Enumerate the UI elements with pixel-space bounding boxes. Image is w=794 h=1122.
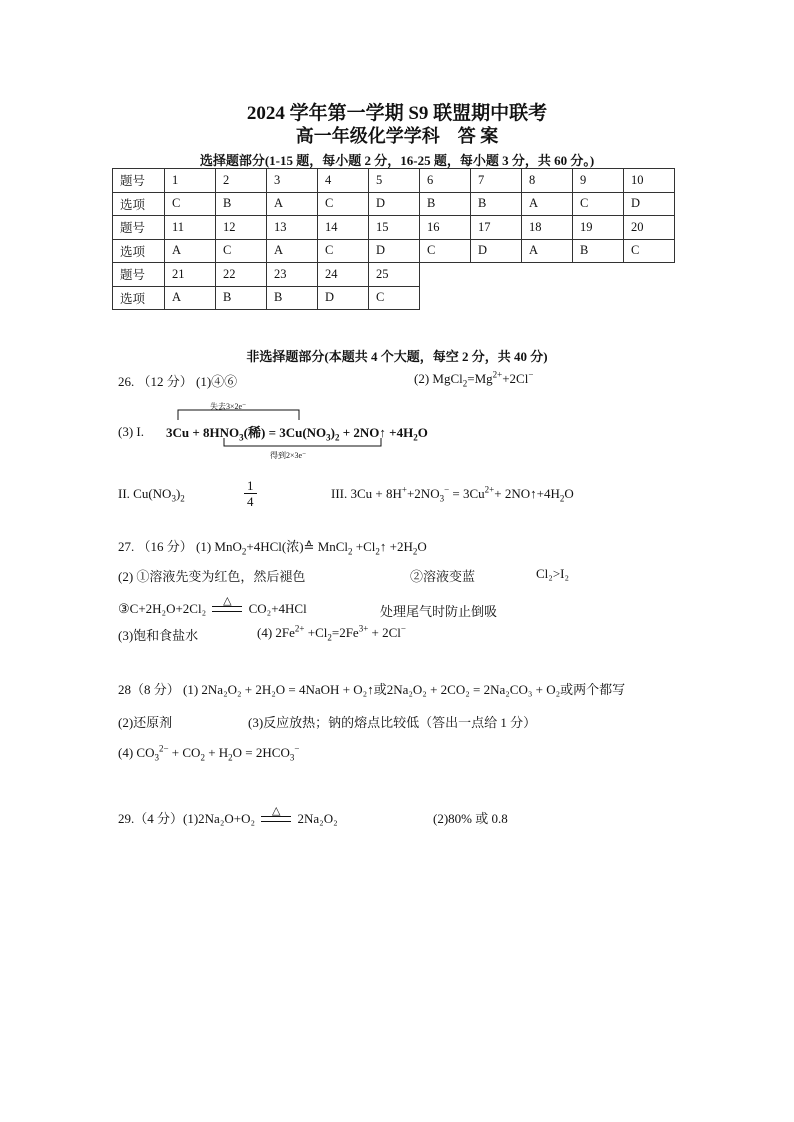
answer-row (113, 239, 675, 263)
q28-label: 28（8 分） (118, 682, 180, 697)
page-subtitle: 高一年级化学学科 答 案 (295, 126, 499, 146)
question-number-cell: 23 (267, 263, 318, 287)
q28-part1-or: 或 (373, 682, 387, 697)
question-number-cell: 13 (267, 216, 318, 240)
q27-part4-text: (4) 2Fe (257, 625, 295, 640)
q28-part2: (2)还原剂 (118, 715, 173, 730)
answer-cell: C (369, 286, 420, 310)
q26-part2: (2) $MgCl_2=Mg^{2+}+2Cl^-$ (414, 369, 534, 389)
q27-part3: (3)饱和食盐水 (118, 628, 199, 643)
redox-eq-right: + 2NO↑ +4H (339, 425, 414, 440)
question-number-cell: 14 (318, 216, 369, 240)
answer-cell: A (267, 239, 318, 263)
answer-cell: D (369, 192, 420, 216)
answer-cell: C (216, 239, 267, 263)
answer-cell: A (165, 286, 216, 310)
q27-part1-text: (1) MnO (196, 539, 242, 554)
q26-part3-iii: III. $3Cu + 8H^++2NO_3^- = 3Cu^{2+}+$ $2NO↑+4H_2O$ (331, 484, 574, 504)
empty-cell (522, 263, 573, 287)
fraction-denominator: 4 (247, 494, 254, 509)
answer-cell: C (420, 239, 471, 263)
answer-cell: A (522, 239, 573, 263)
question-number-cell: 25 (369, 263, 420, 287)
q27-label: 27. （16 分） (118, 539, 193, 554)
page-title: 2024 学年第一学期 S9 联盟期中联考 (246, 103, 548, 124)
q27-line1: 27. （16 分） (1) MnO$_2$+4HCl(浓)≙ MnCl$_2$ $+Cl_2↑ +2H_2O$ (118, 539, 427, 557)
question-number-cell: 16 (420, 216, 471, 240)
answer-cell: B (471, 192, 522, 216)
question-number-cell: 24 (318, 263, 369, 287)
heat-condition-icon-2 (261, 806, 291, 822)
answer-row (113, 286, 675, 310)
question-number-cell: 12 (216, 216, 267, 240)
question-number-cell: 18 (522, 216, 573, 240)
question-number-row (113, 263, 675, 287)
q28-part4: (4) $CO_3^{2-} + CO_2 + H_2O = 2HCO_3^-$ (118, 743, 300, 763)
redox-eq-dilute: (稀) (243, 425, 266, 440)
q28-part1-b: 2Na₂O₂ + 2CO₂ = 2Na₂CO₃ + O₂ (386, 682, 561, 697)
answer-cell: B (216, 286, 267, 310)
q29-label: 29.（4 分） (118, 811, 184, 826)
answer-table (112, 168, 675, 310)
q27-part2-d-product: CO₂+4HCl (248, 601, 307, 616)
q27-part4: (4) $2Fe^{2+} +Cl_2=2Fe^{3+} + 2Cl^-$ (257, 623, 406, 643)
q26-part1: (1)④⑥ (196, 374, 238, 389)
answer-cell: C (165, 192, 216, 216)
answer-cell: C (318, 239, 369, 263)
electron-gain-label: 得到2×3e⁻ (270, 451, 307, 460)
electron-lose-label: 失去3×2e⁻ (210, 402, 247, 411)
question-number-cell: 22 (216, 263, 267, 287)
question-number-cell: 3 (267, 169, 318, 193)
redox-equation: $3Cu + 8HNO_3$(稀) = $3Cu(NO_3)_2$ + 2NO↑ $+4H_2O$ (166, 425, 428, 443)
answer-cell: B (216, 192, 267, 216)
nonmc-heading: 非选择题部分(本题共 4 个大题，每空 2 分，共 40 分) (246, 349, 548, 364)
q28-line1 (118, 679, 625, 698)
q26-part3-ii: II. $Cu(NO_3)_2$ (118, 486, 185, 504)
answer-cell: C (318, 192, 369, 216)
empty-cell (624, 286, 675, 310)
q28-part3: (3)反应放热；钠的熔点比较低（答出一点给 1 分） (248, 715, 537, 730)
fraction-one-quarter (244, 478, 257, 509)
heat-triangle: △ (223, 595, 232, 608)
q26-part2-text: (2) MgCl (414, 371, 463, 386)
question-number-cell: 17 (471, 216, 522, 240)
question-number-row (113, 169, 675, 193)
q27-part2-b: ②溶液变蓝 (410, 569, 476, 584)
question-number-cell: 11 (165, 216, 216, 240)
empty-cell (420, 263, 471, 287)
empty-cell (420, 286, 471, 310)
q28-part4-text: (4) CO (118, 745, 155, 760)
question-number-cell: 9 (573, 169, 624, 193)
answer-row (113, 192, 675, 216)
row-label-answer: 选项 (113, 239, 165, 263)
answer-cell: B (267, 286, 318, 310)
q27-part1-conc: +4HCl(浓) (246, 539, 304, 554)
empty-cell (573, 263, 624, 287)
row-label-answer: 选项 (113, 286, 165, 310)
question-number-cell: 10 (624, 169, 675, 193)
q27-part2-a: ①溶液先变为红色，然后褪色 (136, 569, 306, 584)
q26-part3-label: (3) I. (118, 424, 144, 439)
q29-part1-prefix: (1)2Na₂O+O₂ (183, 811, 256, 826)
mc-heading: 选择题部分(1-15 题，每小题 2 分，16-25 题，每小题 3 分，共 60 分。) (199, 153, 595, 168)
heat-condition-icon (212, 596, 242, 612)
q27-part1-product: MnCl (314, 539, 349, 554)
q26-iii-text: III. 3Cu + 8H (331, 486, 402, 501)
empty-cell (471, 286, 522, 310)
q27-part1-arrow: ≙ (303, 539, 315, 554)
question-number-cell: 15 (369, 216, 420, 240)
answer-cell: A (165, 239, 216, 263)
q27-part2-d-prefix: ③C+2H₂O+2Cl₂ (118, 601, 207, 616)
question-number-cell: 2 (216, 169, 267, 193)
question-number-cell: 19 (573, 216, 624, 240)
answer-cell: A (267, 192, 318, 216)
row-label-answer: 选项 (113, 192, 165, 216)
q26-line1 (118, 371, 237, 390)
q28-part1-a: (1) 2Na₂O₂ + 2H₂O = 4NaOH + O₂↑ (183, 682, 374, 697)
q29-part2: (2)80% 或 0.8 (433, 811, 508, 826)
fraction-numerator: 1 (244, 478, 257, 494)
answer-cell: D (624, 192, 675, 216)
q27-part2-c: Cl₂>I₂ (536, 566, 570, 581)
row-label-question: 题号 (113, 263, 165, 287)
q27-part2 (118, 566, 305, 585)
answer-cell: D (318, 286, 369, 310)
question-number-cell: 7 (471, 169, 522, 193)
q26-ii-text: II. Cu(NO (118, 486, 172, 501)
q27-part2-label: (2) (118, 569, 134, 584)
answer-cell: B (420, 192, 471, 216)
q29-part1-product: 2Na₂O₂ (297, 811, 338, 826)
question-number-cell: 21 (165, 263, 216, 287)
question-number-cell: 4 (318, 169, 369, 193)
answer-cell: B (573, 239, 624, 263)
q28-part1-tail: 或两个都写 (560, 682, 626, 697)
redox-eq-left: 3Cu + 8HNO (166, 425, 240, 440)
question-number-row (113, 216, 675, 240)
answer-cell: D (471, 239, 522, 263)
q27-part2-e: 处理尾气时防止倒吸 (380, 604, 498, 619)
q27-part2-d (118, 595, 307, 618)
q29-line1 (118, 805, 338, 828)
empty-cell (522, 286, 573, 310)
heat-triangle-2: △ (272, 805, 281, 818)
question-number-cell: 8 (522, 169, 573, 193)
empty-cell (573, 286, 624, 310)
answer-cell: C (624, 239, 675, 263)
redox-eq-mid: = 3Cu(NO (265, 425, 327, 440)
answer-cell: A (522, 192, 573, 216)
question-number-cell: 20 (624, 216, 675, 240)
question-number-cell: 5 (369, 169, 420, 193)
answer-cell: C (573, 192, 624, 216)
question-number-cell: 1 (165, 169, 216, 193)
answer-cell: D (369, 239, 420, 263)
empty-cell (624, 263, 675, 287)
row-label-question: 题号 (113, 169, 165, 193)
question-number-cell: 6 (420, 169, 471, 193)
q26-label: 26. （12 分） (118, 374, 193, 389)
empty-cell (471, 263, 522, 287)
row-label-question: 题号 (113, 216, 165, 240)
